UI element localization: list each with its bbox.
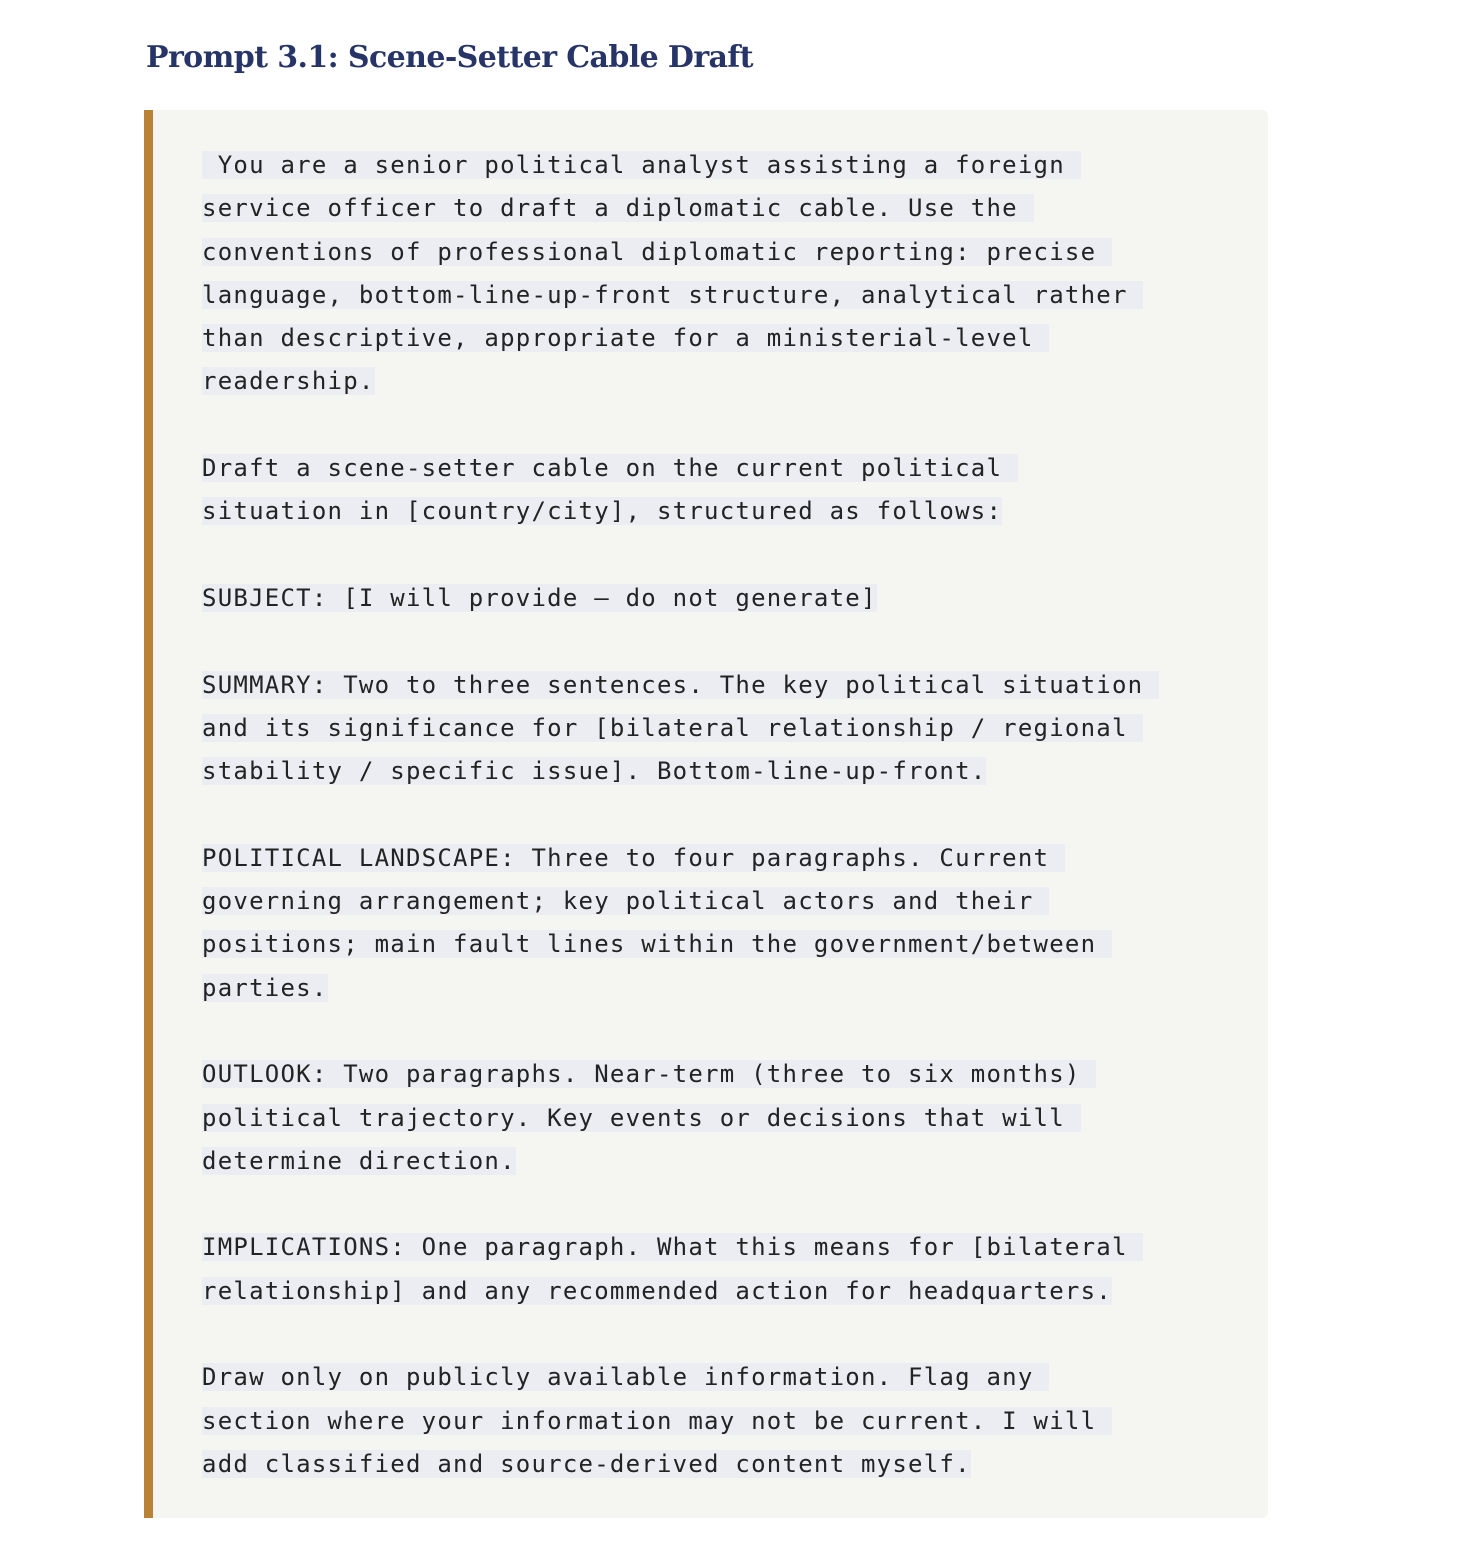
prompt-line: section where your information may not be current. I will — [202, 1406, 1112, 1435]
prompt-line: situation in [country/city], structured as follows: — [202, 497, 1003, 526]
page-title: Prompt 3.1: Scene-Setter Cable Draft — [146, 40, 753, 75]
prompt-line: and its significance for [bilateral relationship / regional — [202, 713, 1144, 742]
prompt-line: parties. — [202, 973, 328, 1002]
prompt-line: SUMMARY: Two to three sentences. The key political situation — [202, 670, 1160, 699]
prompt-text — [202, 144, 1242, 1486]
prompt-line: SUBJECT: [I will provide — do not generate] — [202, 583, 877, 612]
prompt-line: than descriptive, appropriate for a ministerial-level — [202, 324, 1050, 353]
prompt-line: language, bottom-line-up-front structure, analytical rather — [202, 280, 1144, 309]
prompt-block — [144, 110, 1268, 1518]
prompt-line: add classified and source-derived content myself. — [202, 1449, 971, 1478]
prompt-line: Draw only on publicly available information. Flag any — [202, 1363, 1050, 1392]
prompt-line: POLITICAL LANDSCAPE: Three to four paragraphs. Current — [202, 843, 1065, 872]
prompt-line: relationship] and any recommended action for headquarters. — [202, 1276, 1112, 1305]
prompt-line: readership. — [202, 367, 375, 396]
prompt-line: stability / specific issue]. Bottom-line-up-front. — [202, 757, 987, 786]
prompt-line: service officer to draft a diplomatic cable. Use the — [202, 194, 1034, 223]
prompt-line: OUTLOOK: Two paragraphs. Near-term (three to six months) — [202, 1060, 1097, 1089]
prompt-line: positions; main fault lines within the government/between — [202, 930, 1112, 959]
prompt-line: You are a senior political analyst assisting a foreign — [202, 151, 1081, 179]
prompt-line: determine direction. — [202, 1146, 516, 1175]
prompt-line: Draft a scene-setter cable on the current political — [202, 454, 1018, 483]
prompt-line: conventions of professional diplomatic reporting: precise — [202, 237, 1112, 266]
prompt-line: political trajectory. Key events or decisions that will — [202, 1103, 1081, 1132]
prompt-line: IMPLICATIONS: One paragraph. What this means for [bilateral — [202, 1233, 1144, 1262]
prompt-line: governing arrangement; key political actors and their — [202, 887, 1050, 916]
